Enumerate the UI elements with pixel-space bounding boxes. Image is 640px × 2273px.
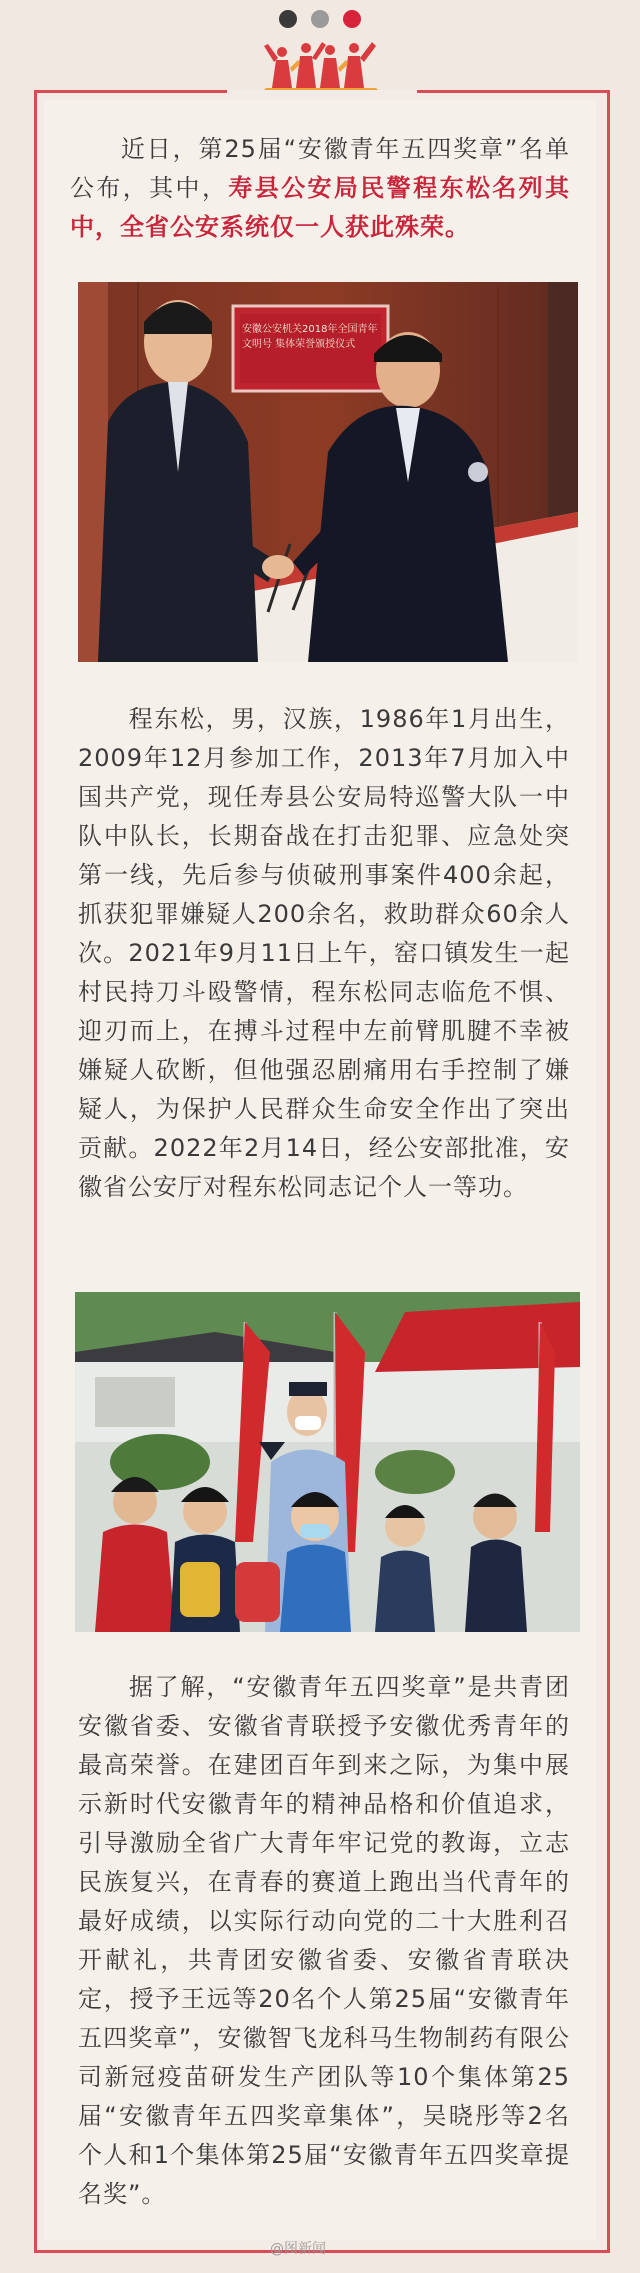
cheering-youth-emblem-icon [262, 38, 380, 98]
intro-text: 近日，第25届“安徽青年五四奖章”名单公布，其中， [70, 135, 570, 202]
intro-highlight: 寿县公安局民警程东松名列其中，全省公安系统仅一人获此殊荣。 [70, 174, 571, 241]
award-ceremony-photo [78, 282, 578, 662]
award-background-text: 据了解，“安徽青年五四奖章”是共青团安徽省委、安徽省青联授予安徽优秀青年的最高荣誉。在建团百年到来之际，为集中展示新时代安徽青年的精神品格和价值追求，引导激励全省广大青年牢记党的教诲，立志民族复兴，在青春的赛道上跑出当代青年的最好成绩，以实际行动向党的二十大胜利召开献礼，共青团安徽省委、安徽省青联决定，授予王远等20名个人第25届“安徽青年五四奖章”，安徽智飞龙科马生物制药有限公司新冠疫苗研发生产团队等10个集体第25届“安徽青年五四奖章集体”，吴晓彤等2名个人和1个集体第25届“安徽青年五四奖章提名奖”。 [78, 1673, 570, 2208]
biography-text: 程东松，男，汉族，1986年1月出生，2009年12月参加工作，2013年7月加入中国共产党，现任寿县公安局特巡警大队一中队中队长，长期奋战在打击犯罪、应急处突第一线，先后参与侦破刑事案件400余起，抓获犯罪嫌疑人200余名，救助群众60余人次。2021年9月11日上午，窑口镇发生一起村民持刀斗殴警情，程东松同志临危不惧、迎刃而上，在搏斗过程中左前臂肌腱不幸被嫌疑人砍断，但他强忍剧痛用右手控制了嫌疑人，为保护人民群众生命安全作出了突出贡献。2022年2月14日，经公安部批准，安徽省公安厅对程东松同志记个人一等功。 [78, 705, 570, 1201]
biography-paragraph [78, 700, 570, 1207]
carousel-dot-1[interactable] [279, 10, 297, 28]
screen-banner-text: 安徽公安机关2018年全国青年文明号 集体荣誉颁授仪式 [242, 324, 378, 350]
carousel-dot-3[interactable] [343, 10, 361, 28]
intro-paragraph [70, 130, 570, 247]
officer-with-students-photo [75, 1292, 580, 1632]
award-background-paragraph [78, 1668, 570, 2214]
source-watermark: @图新闻 [270, 2241, 326, 2257]
carousel-dot-2[interactable] [311, 10, 329, 28]
carousel-dots [0, 8, 640, 30]
